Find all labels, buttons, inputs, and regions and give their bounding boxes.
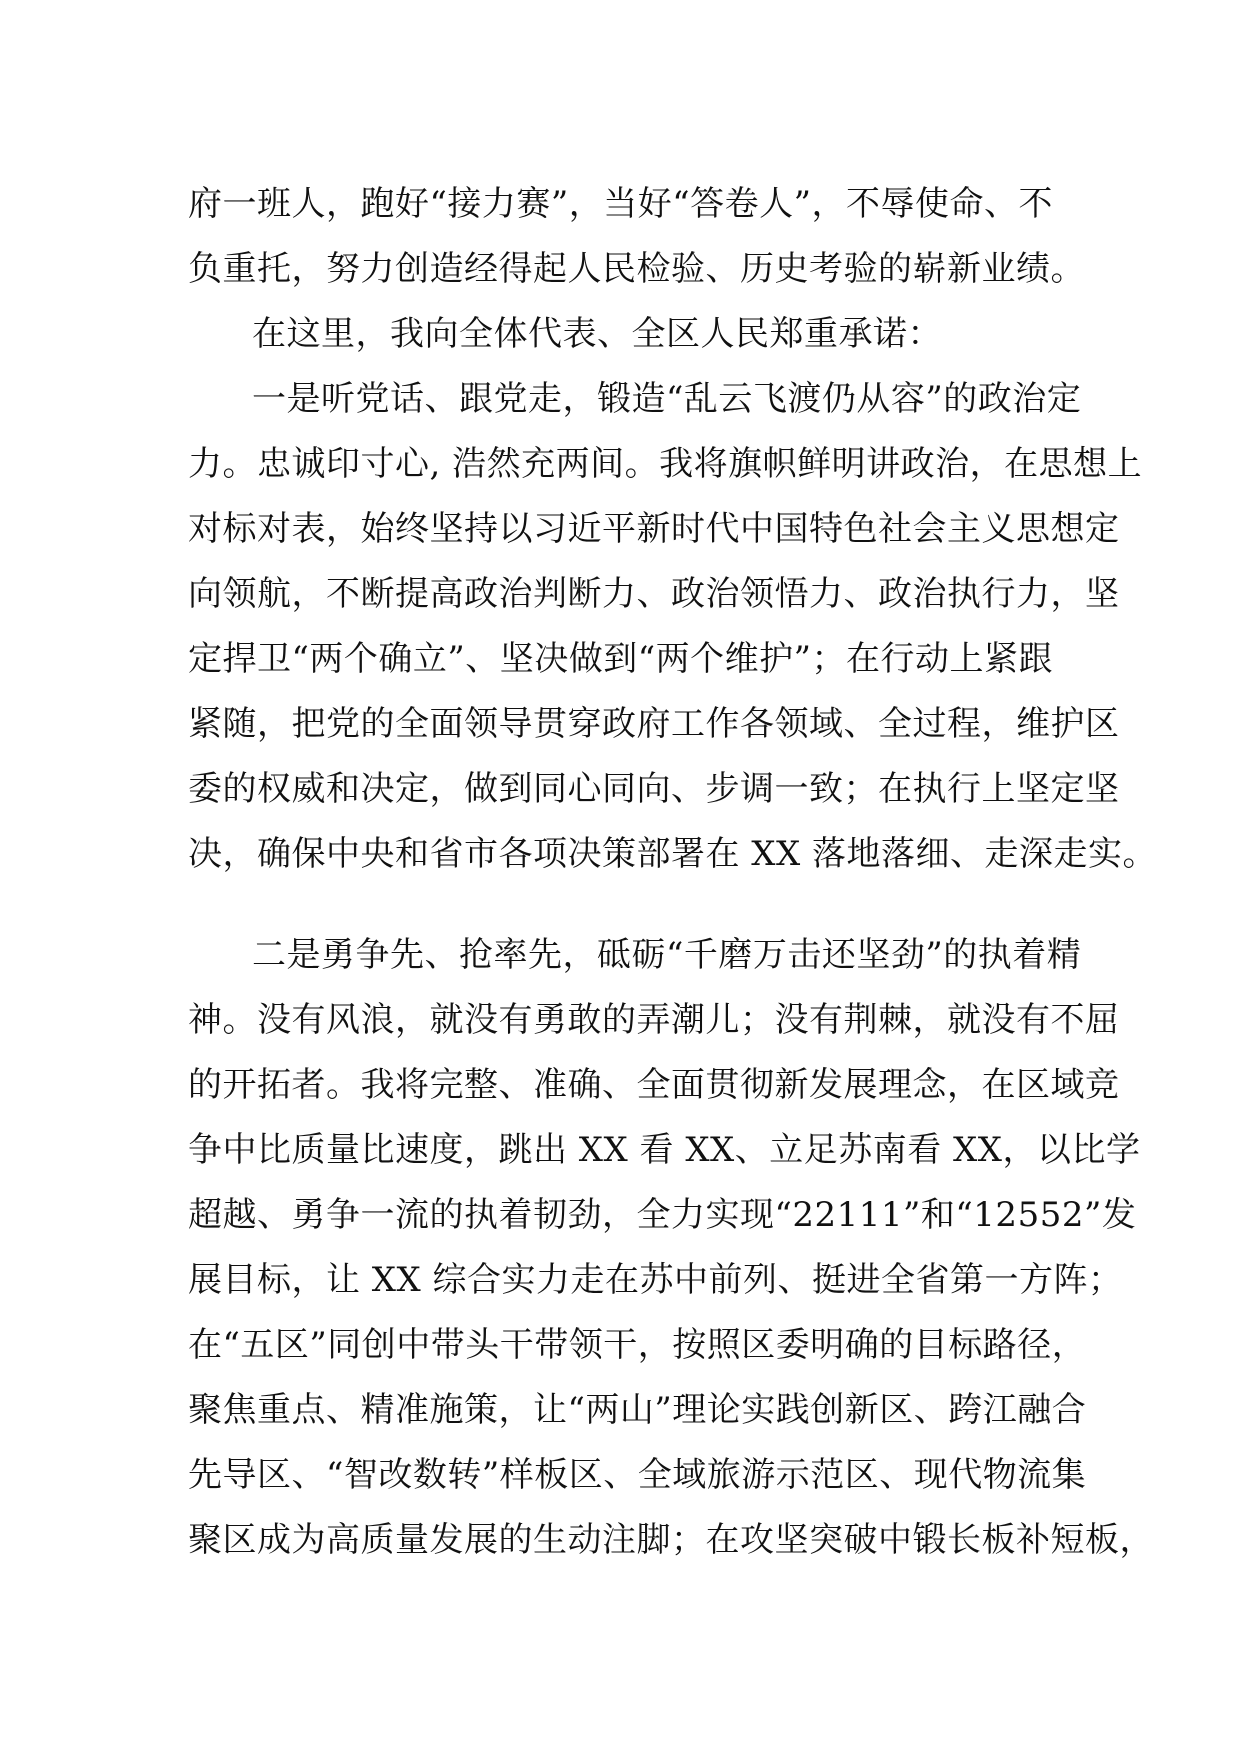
- text-line: 争中比质量比速度，跳出 XX 看 XX、立足苏南看 XX，以比学: [188, 1130, 1141, 1170]
- text-line: 聚焦重点、精准施策，让“两山”理论实践创新区、跨江融合: [188, 1390, 1087, 1430]
- text-line: 力。忠诚印寸心, 浩然充两间。我将旗帜鲜明讲政治，在思想上: [188, 444, 1143, 484]
- text-line: 在“五区”同创中带头干带领干，按照区委明确的目标路径，: [188, 1325, 1087, 1365]
- text-line: 决，确保中央和省市各项决策部署在 XX 落地落细、走深走实。: [188, 834, 1158, 874]
- text-line: 对标对表，始终坚持以习近平新时代中国特色社会主义思想定: [188, 509, 1120, 549]
- text-line: 一是听党话、跟党走，锻造“乱云飞渡仍从容”的政治定: [252, 379, 1082, 419]
- text-line: 在这里，我向全体代表、全区人民郑重承诺：: [252, 314, 942, 354]
- text-line: 先导区、“智改数转”样板区、全域旅游示范区、现代物流集: [188, 1455, 1087, 1495]
- text-line: 神。没有风浪，就没有勇敢的弄潮儿；没有荆棘，就没有不屈: [188, 1000, 1120, 1040]
- body-text: [188, 172, 1158, 1573]
- text-line: 负重托，努力创造经得起人民检验、历史考验的崭新业绩。: [188, 249, 1085, 289]
- text-line: 聚区成为高质量发展的生动注脚；在攻坚突破中锻长板补短板，: [188, 1520, 1154, 1560]
- text-line: 委的权威和决定，做到同心同向、步调一致；在执行上坚定坚: [188, 769, 1120, 809]
- text-line: 展目标，让 XX 综合实力走在苏中前列、挺进全省第一方阵；: [188, 1260, 1123, 1300]
- text-line: 向领航，不断提高政治判断力、政治领悟力、政治执行力，坚: [188, 574, 1120, 614]
- text-line: 超越、勇争一流的执着韧劲，全力实现“22111”和“12552”发: [188, 1195, 1137, 1235]
- text-line: 府一班人，跑好“接力赛”，当好“答卷人”，不辱使命、不: [188, 184, 1054, 224]
- text-line: 二是勇争先、抢率先，砥砺“千磨万击还坚劲”的执着精: [252, 935, 1082, 975]
- text-line: 定捍卫“两个确立”、坚决做到“两个维护”；在行动上紧跟: [188, 639, 1054, 679]
- text-line: 的开拓者。我将完整、准确、全面贯彻新发展理念，在区域竞: [188, 1065, 1120, 1105]
- text-line: 紧随，把党的全面领导贯穿政府工作各领域、全过程，维护区: [188, 704, 1120, 744]
